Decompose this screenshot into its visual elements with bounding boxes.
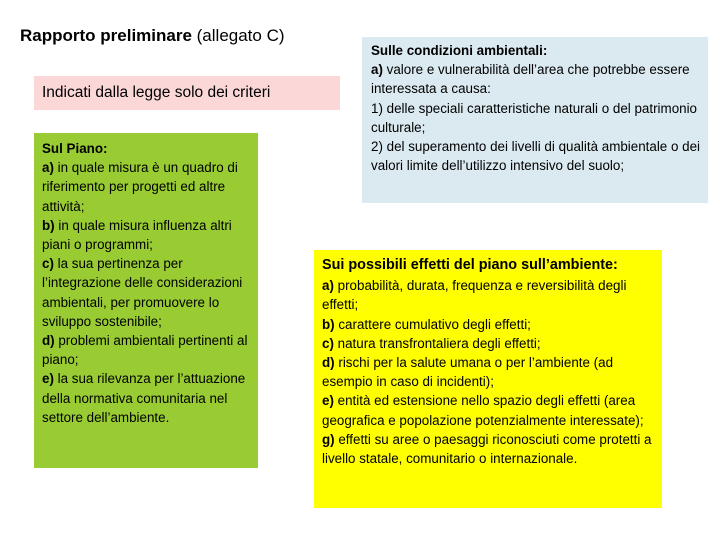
piano-item	[42, 158, 250, 216]
effects-item-label: c)	[322, 335, 334, 351]
conditions-item	[371, 137, 700, 175]
effects-item-label: d)	[322, 355, 335, 371]
criteria-box	[34, 76, 340, 110]
effects-item-text: natura transfrontaliera degli effetti;	[333, 335, 541, 351]
piano-item-label: e)	[42, 371, 54, 387]
effects-item	[322, 391, 655, 429]
piano-item	[42, 369, 250, 427]
piano-item	[42, 254, 250, 331]
criteria-text: Indicati dalla legge solo dei criteri	[42, 84, 271, 101]
piano-item-text: problemi ambientali pertinenti al piano;	[42, 333, 248, 368]
effects-item-text: entità ed estensione nello spazio degli effetti (area geografica e popolazione potenzialmente interessate);	[322, 393, 644, 428]
title-rest: (allegato C)	[191, 26, 285, 45]
conditions-item-text: 2) del superamento dei livelli di qualità ambientale o dei valori limite dell’utilizzo intensivo del suolo;	[371, 139, 701, 174]
effects-item-text: probabilità, durata, frequenza e reversibilità degli effetti;	[322, 278, 627, 313]
effects-item	[322, 315, 655, 334]
piano-item	[42, 331, 250, 369]
piano-item-text: la sua pertinenza per l’integrazione delle considerazioni ambientali, per promuovere lo sviluppo sostenibile;	[42, 256, 243, 329]
conditions-item	[371, 99, 700, 137]
piano-item-text: in quale misura è un quadro di riferimento per progetti ed altre attività;	[42, 160, 238, 214]
effects-item-label: a)	[322, 278, 334, 294]
piano-item-text: la sua rilevanza per l’attuazione della normativa comunitaria nel settore dell’ambiente.	[42, 371, 246, 425]
piano-item-label: d)	[42, 333, 55, 349]
effects-box	[314, 250, 662, 508]
effects-item-text: effetti su aree o paesaggi riconosciuti come protetti a livello statale, comunitario o internazionale.	[322, 431, 652, 467]
conditions-box	[362, 37, 708, 203]
effects-item-label: e)	[322, 393, 334, 409]
piano-item-label: b)	[42, 217, 55, 233]
effects-item	[322, 334, 655, 353]
piano-item-label: a)	[42, 160, 54, 176]
conditions-item-text: valore e vulnerabilità dell’area che potrebbe essere interessata a causa:	[371, 62, 690, 97]
conditions-item-text: 1) delle speciali caratteristiche naturali o del patrimonio culturale;	[371, 100, 698, 135]
effects-item	[322, 276, 655, 314]
piano-item	[42, 216, 250, 254]
effects-item-label: g)	[322, 431, 335, 447]
conditions-item	[371, 60, 700, 98]
conditions-heading: Sulle condizioni ambientali:	[371, 43, 548, 58]
slide-title	[20, 26, 285, 46]
effects-item	[322, 430, 655, 468]
effects-item-label: b)	[322, 316, 335, 332]
title-bold: Rapporto preliminare	[20, 26, 192, 45]
conditions-item-label: a)	[371, 62, 383, 78]
effects-item-text: rischi per la salute umana o per l’ambiente (ad esempio in caso di incidenti);	[322, 355, 614, 390]
piano-box	[34, 133, 258, 468]
effects-item-text: carattere cumulativo degli effetti;	[334, 316, 531, 332]
effects-heading: Sui possibili effetti del piano sull’ambiente:	[322, 257, 618, 273]
piano-heading: Sul Piano:	[42, 141, 108, 156]
piano-item-label: c)	[42, 256, 54, 272]
piano-item-text: in quale misura influenza altri piani o programmi;	[42, 217, 232, 253]
effects-item	[322, 353, 655, 391]
